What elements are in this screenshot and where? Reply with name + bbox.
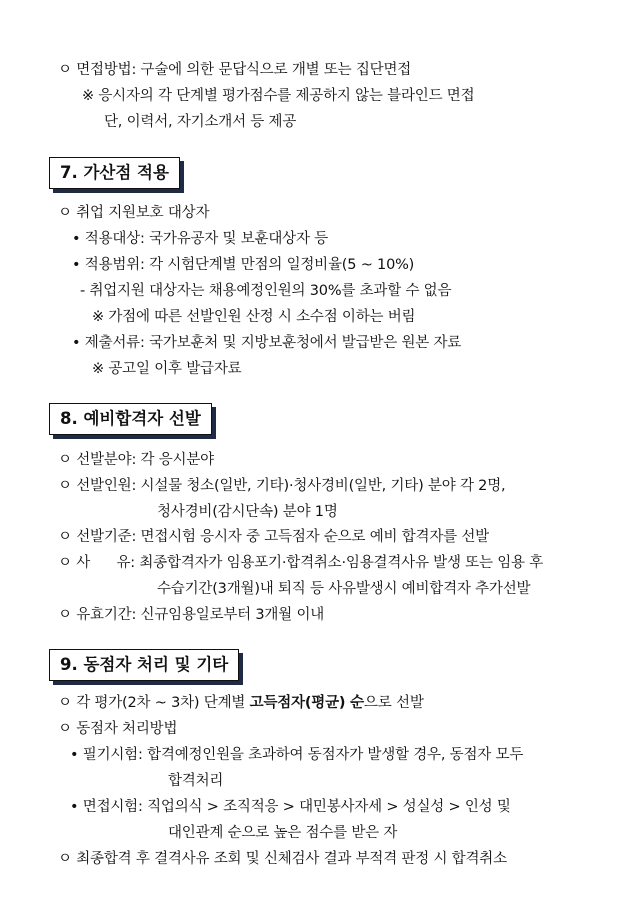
- reason-line: ㅇ 사 유: 최종합격자가 임용포기·합격취소·임용결격사유 발생 또는 임용 후: [58, 555, 544, 571]
- interview-exam-line-cont: 대인관계 순으로 높은 점수를 받은 자: [168, 825, 398, 841]
- applicable-range-line: • 적용범위: 각 시험단계별 만점의 일정비율(5 ~ 10%): [72, 257, 415, 273]
- employment-support-line: ㅇ 취업 지원보호 대상자: [58, 205, 210, 221]
- decimal-rule-note: ※ 가점에 따른 선발인원 산정 시 소수점 이하는 버림: [92, 309, 416, 325]
- validity-period-line: ㅇ 유효기간: 신규임용일로부터 3개월 이내: [58, 607, 325, 623]
- section-8-heading: 8. 예비합격자 선발: [49, 403, 212, 435]
- selection-count-line: ㅇ 선발인원: 시설물 청소(일반, 기타)·청사경비(일반, 기타) 분야 각 2명,: [58, 478, 506, 494]
- documents-line: • 제출서류: 국가보훈처 및 지방보훈청에서 발급받은 원본 자료: [72, 335, 462, 351]
- ranking-line-start: ㅇ 각 평가(2차 ~ 3차) 단계별: [58, 695, 250, 711]
- written-exam-line-cont: 합격처리: [168, 773, 224, 789]
- section-9-heading: 9. 동점자 처리 및 기타: [49, 649, 239, 681]
- applicable-target-line: • 적용대상: 국가유공자 및 보훈대상자 등: [72, 231, 328, 247]
- selection-field-line: ㅇ 선발분야: 각 응시분야: [58, 452, 214, 468]
- section-7-heading: 7. 가산점 적용: [49, 157, 180, 189]
- selection-count-line-cont: 청사경비(감시단속) 분야 1명: [157, 504, 338, 520]
- documents-note: ※ 공고일 이후 발급자료: [92, 361, 242, 377]
- ranking-line-bold: 고득점자(평균) 순: [249, 695, 364, 711]
- reason-line-cont: 수습기간(3개월)내 퇴직 등 사유발생시 예비합격자 추가선발: [157, 581, 531, 597]
- ranking-line: [58, 693, 424, 713]
- support-limit-line: - 취업지원 대상자는 채용예정인원의 30%를 초과할 수 없음: [80, 283, 452, 299]
- interview-method-line: ㅇ 면접방법: 구술에 의한 문답식으로 개별 또는 집단면접: [58, 62, 412, 78]
- ranking-line-end: 으로 선발: [364, 695, 424, 711]
- written-exam-line: • 필기시험: 합격예정인원을 초과하여 동점자가 발생할 경우, 동점자 모두: [70, 747, 524, 763]
- blind-interview-note: ※ 응시자의 각 단계별 평가점수를 제공하지 않는 블라인드 면접: [82, 88, 475, 104]
- cancellation-line: ㅇ 최종합격 후 결격사유 조회 및 신체검사 결과 부적격 판정 시 합격취소: [58, 851, 507, 867]
- selection-criteria-line: ㅇ 선발기준: 면접시험 응시자 중 고득점자 순으로 예비 합격자를 선발: [58, 529, 489, 545]
- interview-exam-line: • 면접시험: 직업의식 > 조직적응 > 대민봉사자세 > 성실성 > 인성 및: [70, 799, 511, 815]
- tie-method-line: ㅇ 동점자 처리방법: [58, 721, 178, 737]
- blind-interview-note-cont: 단, 이력서, 자기소개서 등 제공: [104, 114, 297, 130]
